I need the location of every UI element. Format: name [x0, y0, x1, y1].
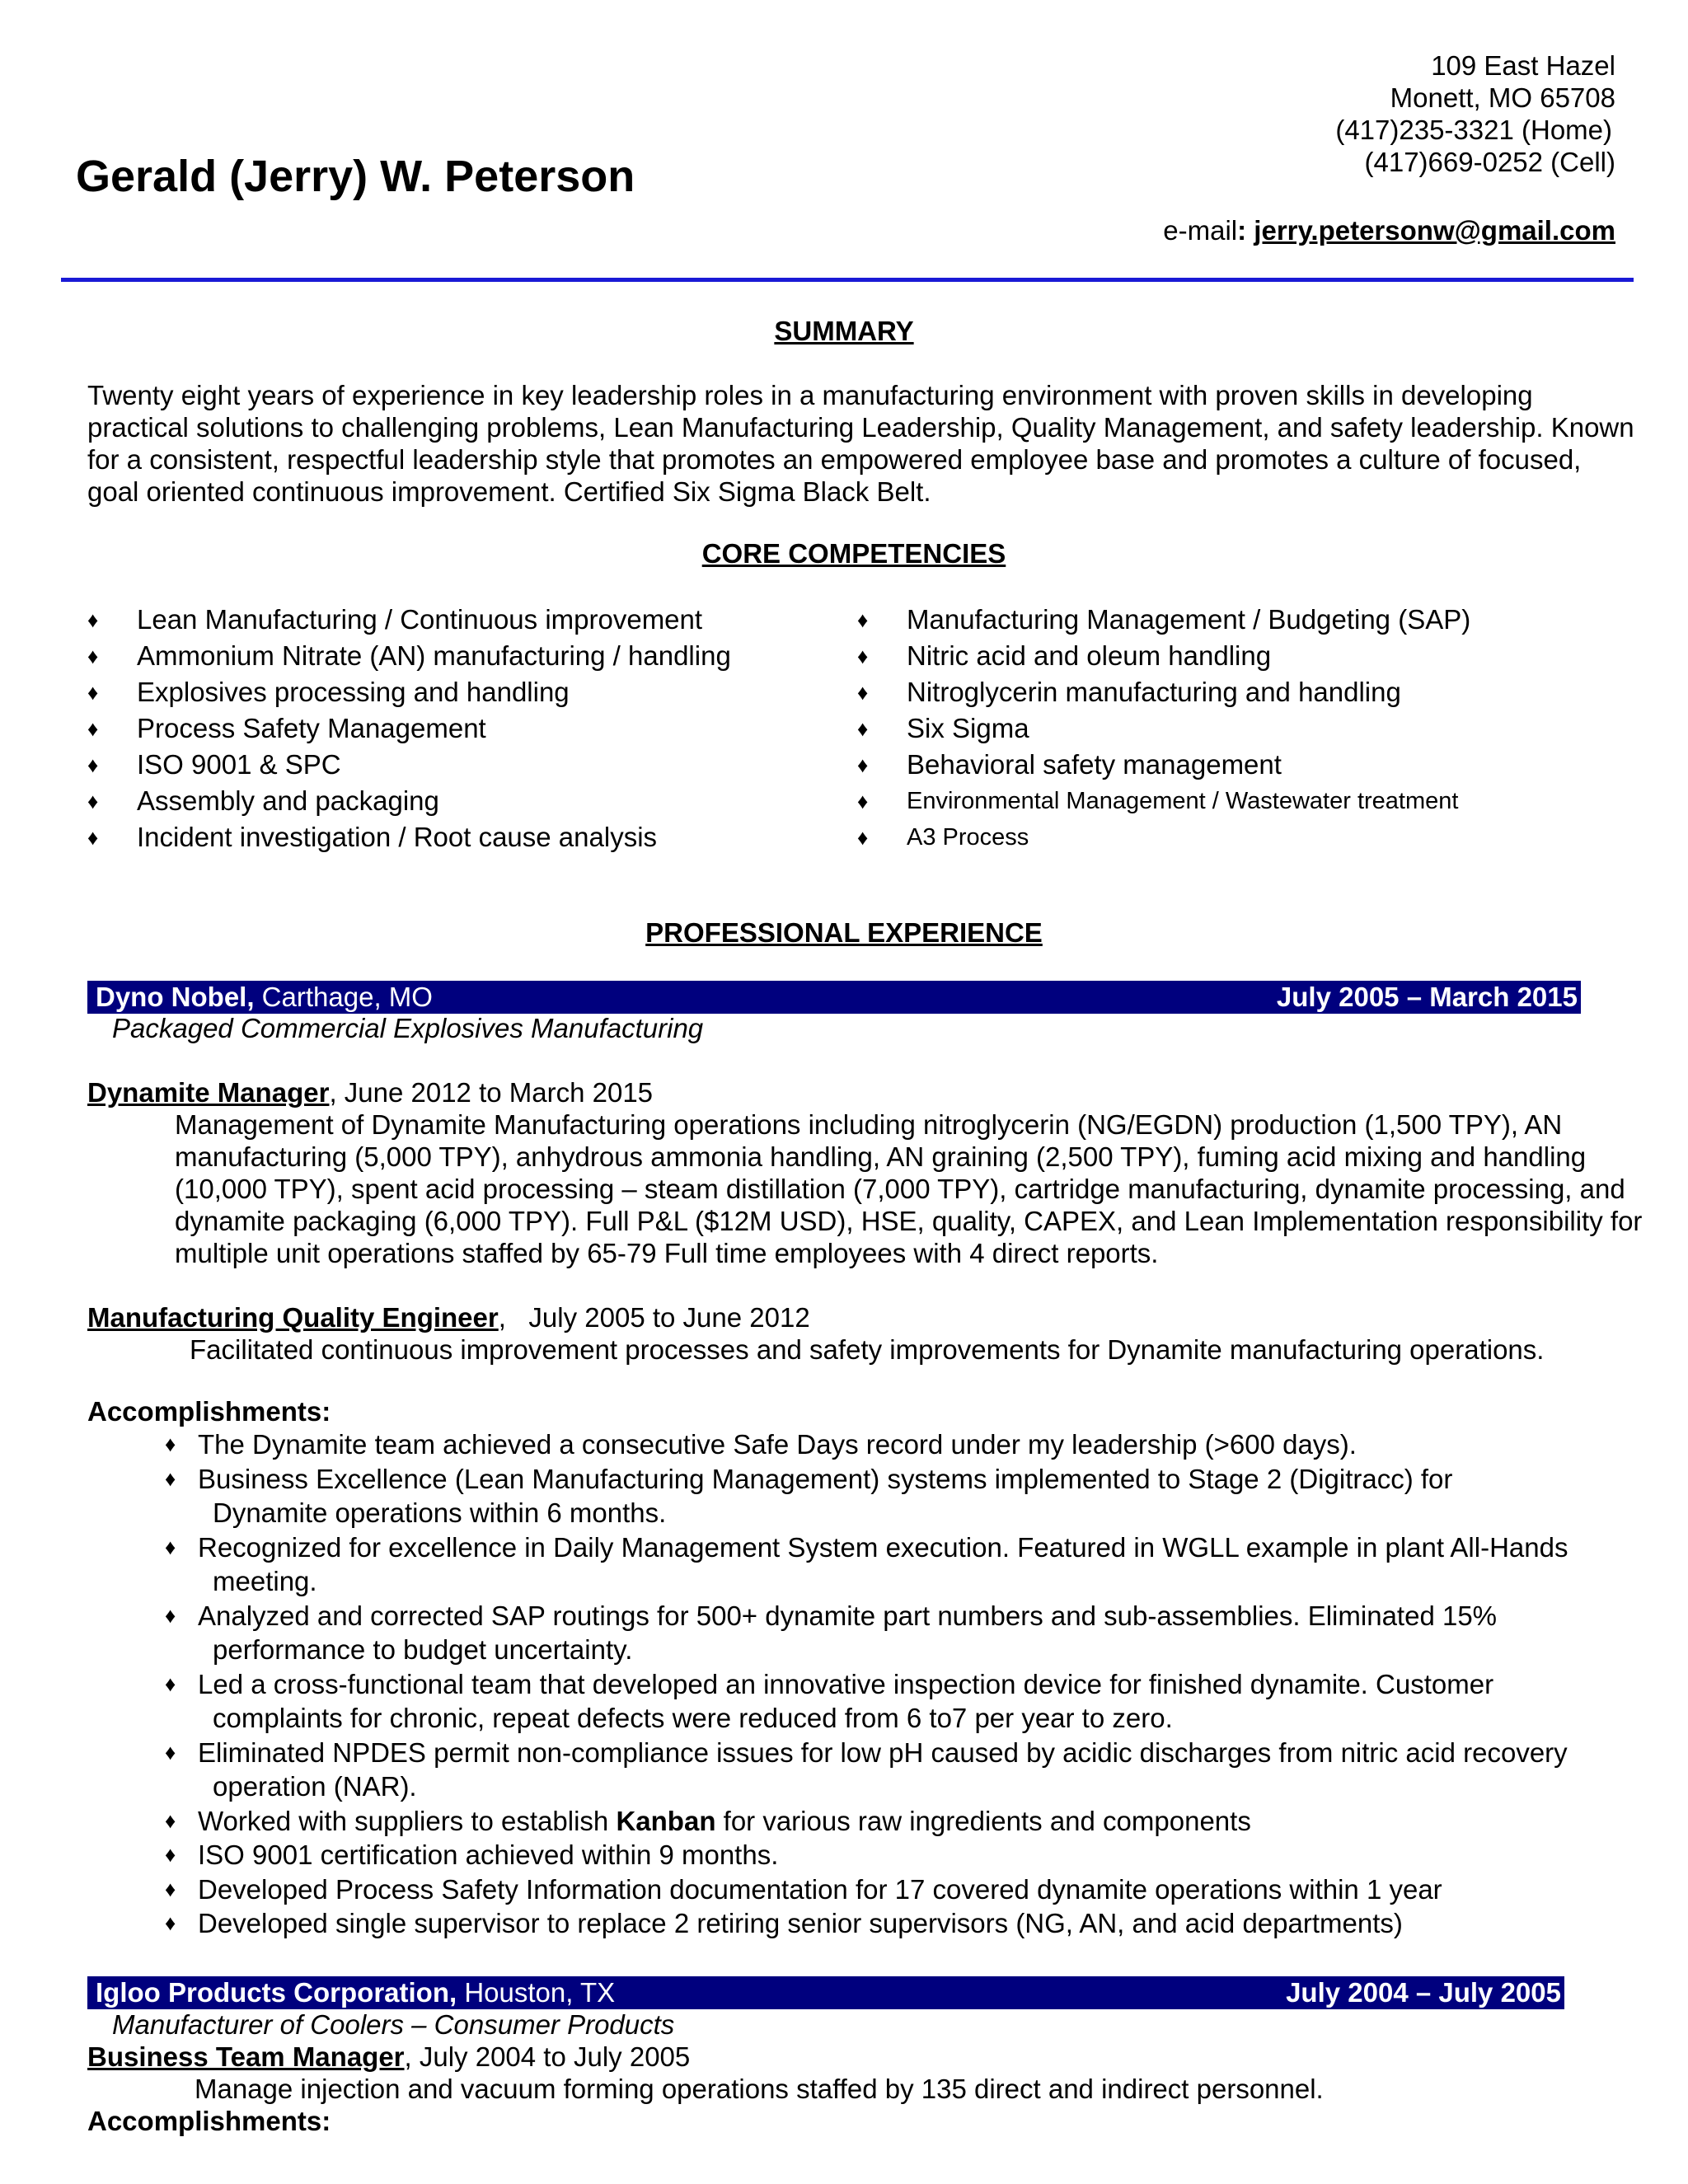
accomplishment-item: ♦ Developed Process Safety Information documentation for 17 covered dynamite operations within 1 year [165, 1872, 1640, 1907]
accomplishment-item: ♦ ISO 9001 certification achieved within 9 months. [165, 1838, 1640, 1872]
accomplishment-item: ♦ Developed single supervisor to replace 2 retiring senior supervisors (NG, AN, and acid departments) [165, 1906, 1640, 1941]
bullet-diamond-icon: ♦ [165, 1671, 176, 1696]
role-separator: , [498, 1302, 506, 1333]
job-header-igloo [87, 1976, 1564, 2009]
competency-item: ♦ Lean Manufacturing / Continuous improvement [87, 602, 731, 638]
competencies-left-column [87, 602, 731, 855]
competency-item: ♦ Manufacturing Management / Budgeting (SAP) [857, 602, 1470, 638]
competency-item: ♦ Six Sigma [857, 710, 1470, 747]
competency-item: ♦ Process Safety Management [87, 710, 731, 747]
bullet-diamond-icon: ♦ [165, 1465, 176, 1491]
competencies-right-column [857, 602, 1470, 855]
bullet-diamond-icon: ♦ [857, 680, 869, 705]
accomplishment-item: ♦ Analyzed and corrected SAP routings for 500+ dynamite part numbers and sub-assemblies. Eliminated 15% performance to budget uncertainty. [165, 1600, 1498, 1665]
bullet-diamond-icon: ♦ [857, 644, 869, 668]
role-description: Facilitated continuous improvement processes and safety improvements for Dynamite manufacturing operations. [190, 1334, 1545, 1365]
competency-item: ♦ Behavioral safety management [857, 747, 1470, 783]
bullet-diamond-icon: ♦ [87, 607, 99, 632]
summary-heading: SUMMARY [774, 316, 914, 346]
company-name: Dyno Nobel, [96, 982, 255, 1012]
competencies-heading: CORE COMPETENCIES [701, 538, 1006, 569]
job-header-dyno-nobel [87, 981, 1581, 1014]
accomplishments-list [165, 1427, 1640, 1941]
job-dates: July 2005 – March 2015 [1276, 982, 1578, 1012]
address-line-2: Monett, MO 65708 [1390, 82, 1615, 113]
role-period: July 2005 to June 2012 [505, 1302, 810, 1333]
accomplishment-item: ♦ The Dynamite team achieved a consecutive Safe Days record under my leadership (>600 days). [165, 1427, 1640, 1462]
email-line [1163, 214, 1615, 247]
email-link[interactable]: jerry.petersonw@gmail.com [1254, 215, 1615, 246]
accomplishment-item: ♦ Led a cross-functional team that developed an innovative inspection device for finished dynamite. Customer complaints for chronic, repeat defects were reduced from 6 to7 per year to zero. [165, 1668, 1494, 1733]
bullet-diamond-icon: ♦ [857, 752, 869, 777]
bullet-diamond-icon: ♦ [857, 789, 869, 813]
role-description: Manage injection and vacuum forming operations staffed by 135 direct and indirect personnel. [195, 2074, 1324, 2104]
role-period: , June 2012 to March 2015 [329, 1077, 654, 1108]
phone-home: (417)235-3321 (Home) [1335, 115, 1612, 145]
accomplishment-item: ♦ Recognized for excellence in Daily Management System execution. Featured in WGLL example in plant All-Hands meeting. [165, 1531, 1568, 1596]
experience-heading: PROFESSIONAL EXPERIENCE [645, 917, 1043, 948]
bullet-diamond-icon: ♦ [87, 644, 99, 668]
competency-item: ♦ ISO 9001 & SPC [87, 747, 731, 783]
bullet-diamond-icon: ♦ [165, 1534, 176, 1559]
company-location: Carthage, MO [254, 982, 433, 1012]
bullet-diamond-icon: ♦ [87, 789, 99, 813]
competency-item: ♦ A3 Process [857, 819, 1470, 855]
competency-item: ♦ Environmental Management / Wastewater treatment [857, 783, 1470, 819]
accomplishments-heading: Accomplishments: [87, 2106, 331, 2136]
role-dynamite-manager [87, 1076, 653, 1109]
phone-cell: (417)669-0252 (Cell) [1364, 147, 1615, 177]
role-title: Dynamite Manager [87, 1077, 330, 1108]
role-description: Management of Dynamite Manufacturing operations including nitroglycerin (NG/EGDN) production (1,500 TPY), AN manufacturing (5,000 TPY), anhydrous ammonia handling, AN graining (2,500 TPY), fuming acid mixing and handling (10,000 TPY), spent acid processing – steam distillation (7,000 TPY), cartridge manufacturing, dynamite processing, and dynamite packaging (6,000 TPY). Full P&L ($12M USD), HSE, quality, CAPEX, and Lean Implementation responsibility for multiple unit operations staffed by 65-79 Full time employees with 4 direct reports. [175, 1109, 1643, 1268]
company-subtitle: Packaged Commercial Explosives Manufacturing [112, 1013, 704, 1043]
bullet-diamond-icon: ♦ [165, 1842, 176, 1867]
job-dates: July 2004 – July 2005 [1286, 1977, 1561, 2008]
bullet-diamond-icon: ♦ [165, 1807, 176, 1833]
accomplishments-heading: Accomplishments: [87, 1396, 331, 1427]
candidate-name: Gerald (Jerry) W. Peterson [76, 152, 635, 201]
competency-item: ♦ Incident investigation / Root cause analysis [87, 819, 731, 855]
competency-item: ♦ Explosives processing and handling [87, 674, 731, 710]
bullet-diamond-icon: ♦ [165, 1602, 176, 1628]
competency-item: ♦ Nitroglycerin manufacturing and handling [857, 674, 1470, 710]
bullet-diamond-icon: ♦ [165, 1739, 176, 1765]
address-line-1: 109 East Hazel [1431, 50, 1615, 81]
bullet-diamond-icon: ♦ [857, 825, 869, 850]
email-label: e-mail [1163, 215, 1238, 246]
bullet-diamond-icon: ♦ [87, 680, 99, 705]
role-title: Business Team Manager [87, 2041, 405, 2072]
role-quality-engineer [87, 1301, 810, 1334]
company-location: Houston, TX [457, 1977, 616, 2008]
summary-text: Twenty eight years of experience in key leadership roles in a manufacturing environment with proven skills in developing practical solutions to challenging problems, Lean Manufacturing Leadership, Quality Management, and safety leadership. Known for a consistent, respectful leadership style that promotes an empowered employee base and promotes a culture of focused, goal oriented continuous improvement. Certified Six Sigma Black Belt. [87, 380, 1634, 507]
role-business-team-manager [87, 2041, 690, 2074]
role-period: , July 2004 to July 2005 [404, 2041, 691, 2072]
bullet-diamond-icon: ♦ [857, 716, 869, 741]
company-name: Igloo Products Corporation, [96, 1977, 457, 2008]
company-subtitle: Manufacturer of Coolers – Consumer Products [112, 2009, 675, 2040]
accomplishment-item: ♦ Business Excellence (Lean Manufacturing Management) systems implemented to Stage 2 (Digitracc) for Dynamite operations within 6 months. [165, 1463, 1453, 1528]
competency-item: ♦ Nitric acid and oleum handling [857, 638, 1470, 674]
bullet-diamond-icon: ♦ [165, 1876, 176, 1901]
bullet-diamond-icon: ♦ [165, 1432, 176, 1456]
accomplishment-item: ♦ Eliminated NPDES permit non-compliance issues for low pH caused by acidic discharges from nitric acid recovery operation (NAR). [165, 1736, 1568, 1802]
role-title: Manufacturing Quality Engineer [87, 1302, 499, 1333]
competency-item: ♦ Assembly and packaging [87, 783, 731, 819]
email-separator: : [1237, 215, 1254, 246]
bullet-diamond-icon: ♦ [165, 1910, 176, 1935]
bullet-diamond-icon: ♦ [87, 752, 99, 777]
accomplishment-item: ♦ Worked with suppliers to establish Kanban for various raw ingredients and components [165, 1804, 1640, 1839]
bullet-diamond-icon: ♦ [857, 607, 869, 632]
header-divider [61, 278, 1634, 282]
bullet-diamond-icon: ♦ [87, 825, 99, 850]
competency-item: ♦ Ammonium Nitrate (AN) manufacturing / handling [87, 638, 731, 674]
bullet-diamond-icon: ♦ [87, 716, 99, 741]
